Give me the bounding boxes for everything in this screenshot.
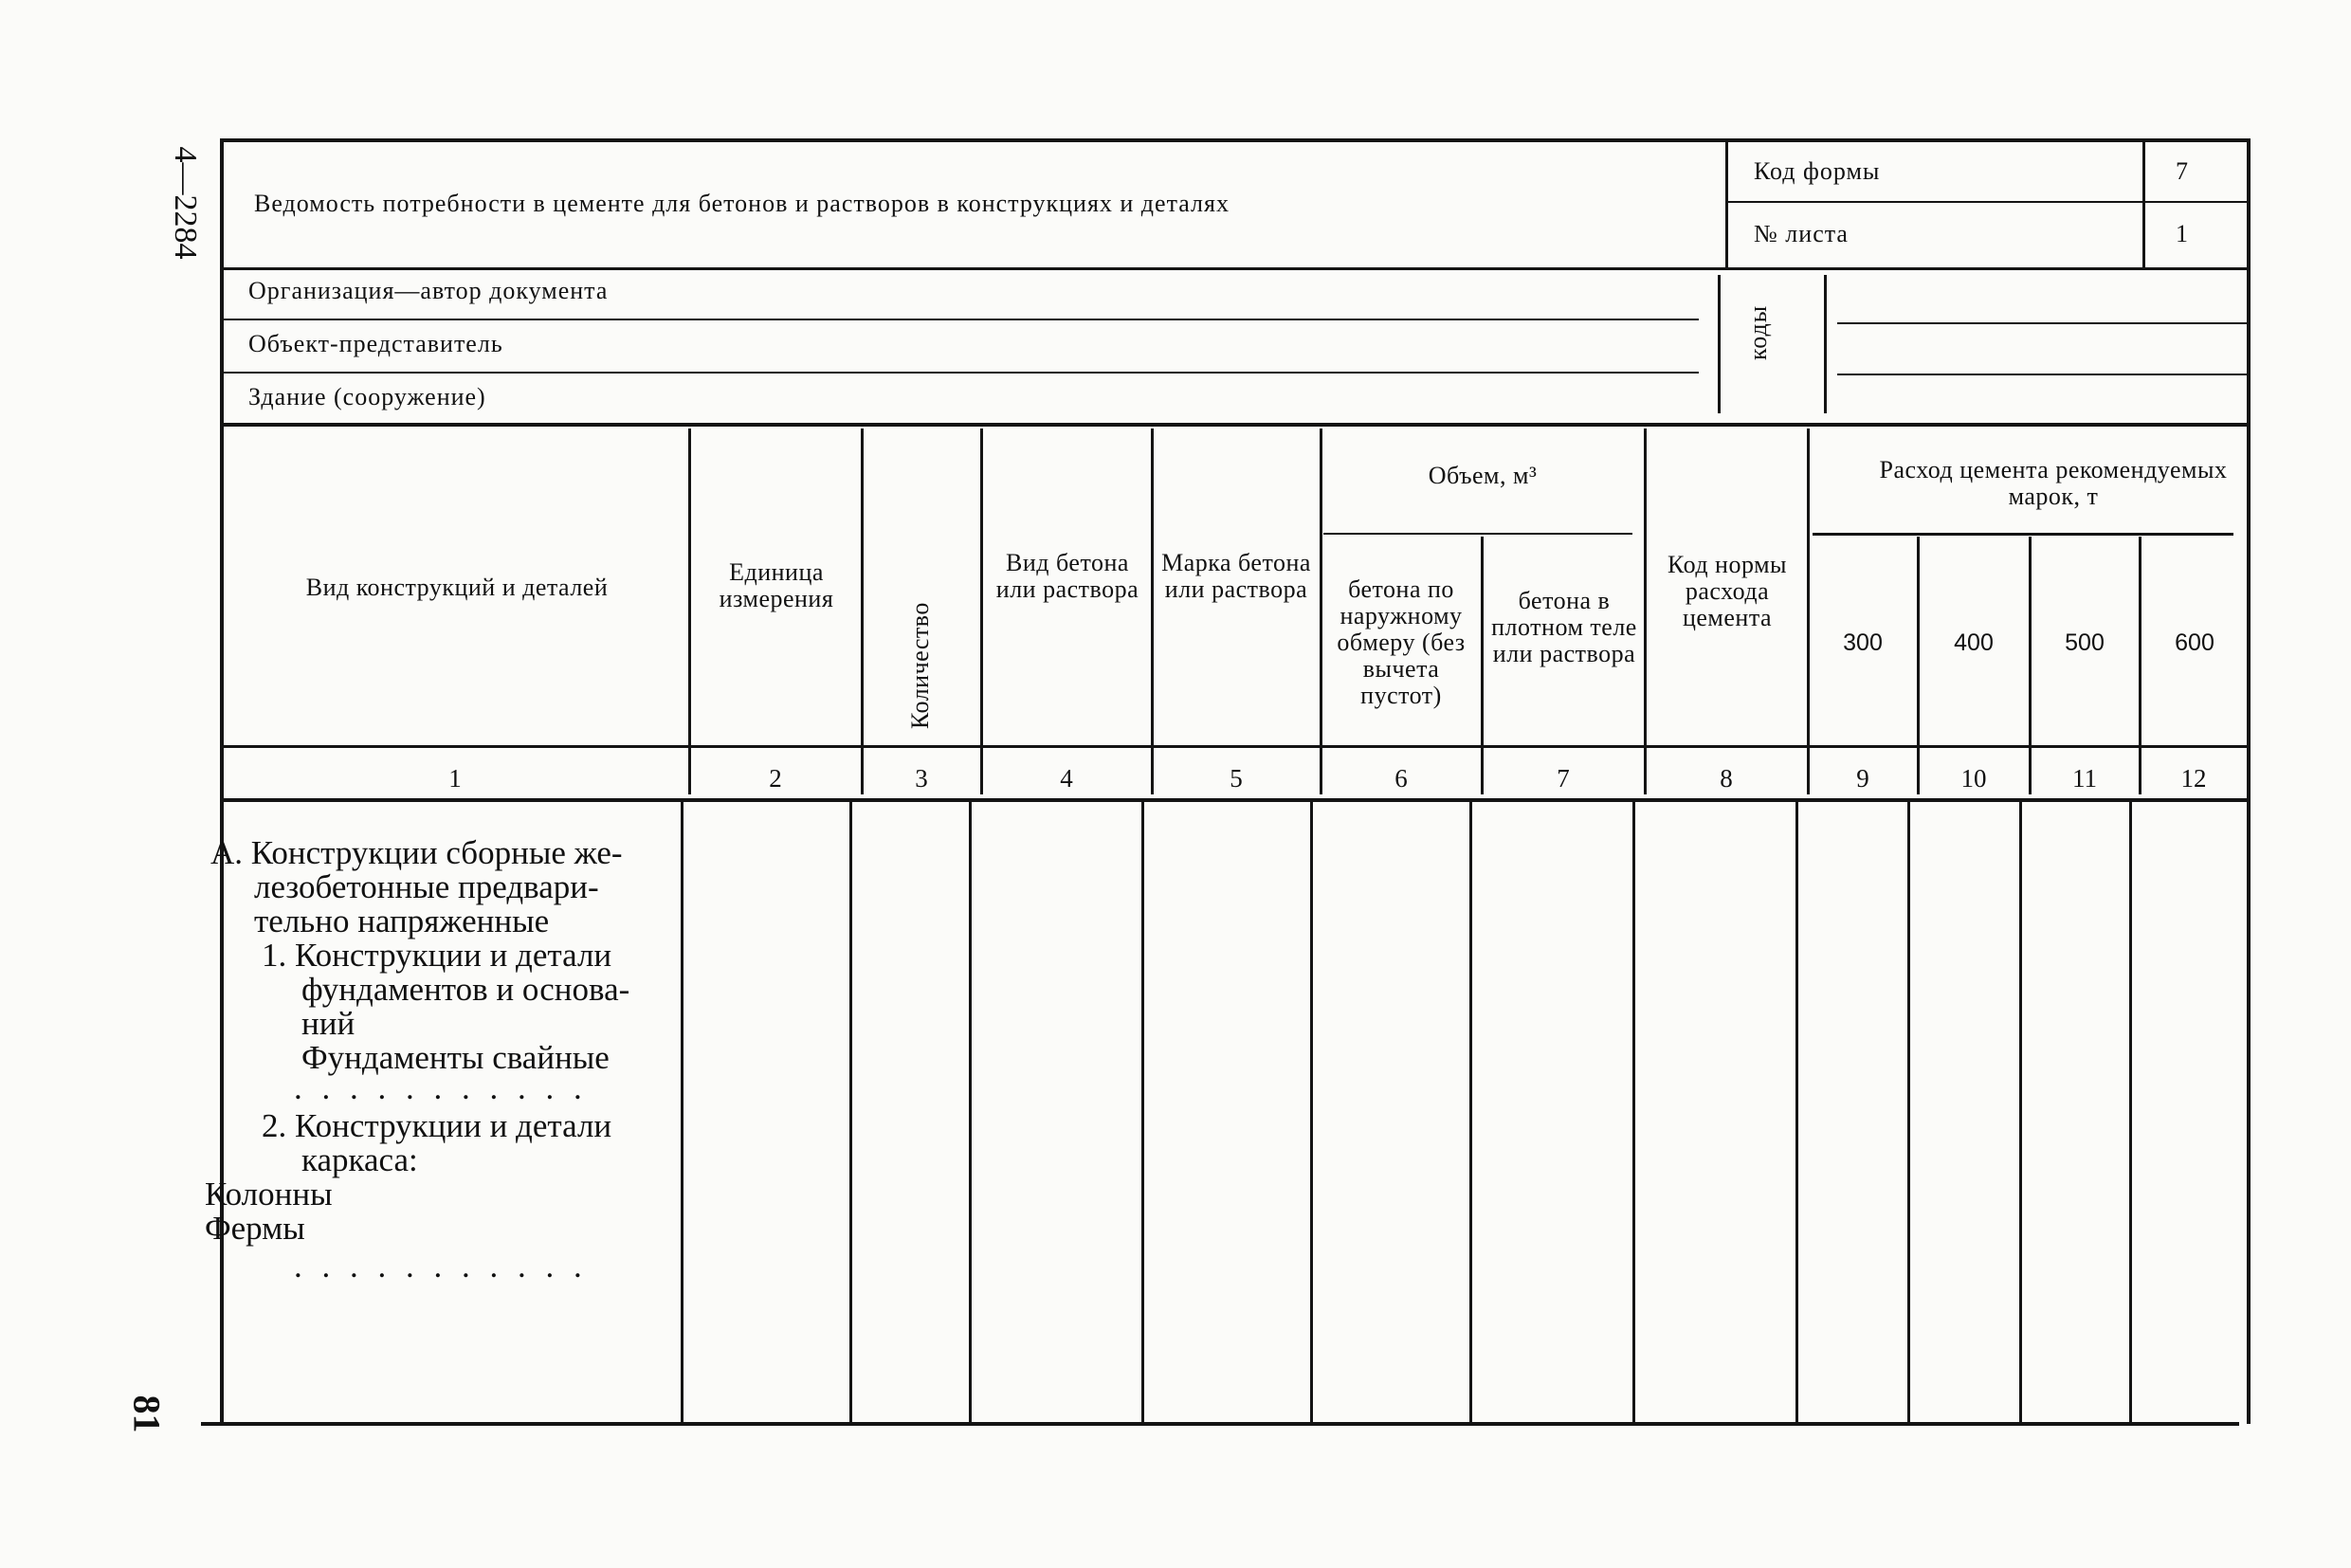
codes-line-1 [1837,322,2247,324]
col8-header: Код нормы расхода цемента [1668,551,1787,631]
body-sep-7 [1632,802,1635,1424]
body-sep-10 [2019,802,2022,1424]
col-number-10: 10 [1960,764,1987,793]
header-bottom-line [224,745,2249,748]
col11-header: 500 [2065,629,2105,656]
columns-item: Колонны [205,1176,333,1212]
body-sep-2 [849,802,852,1424]
code-row-divider [1727,201,2249,203]
col-sep-11 [2139,537,2141,794]
form-code-label: Код формы [1754,157,1881,185]
col-number-4: 4 [1060,764,1073,793]
sheet-value: 1 [2176,220,2189,247]
col-number-1: 1 [448,764,462,793]
col-number-3: 3 [915,764,928,793]
item1-line1: 1. Конструкции и детали [262,937,612,974]
col10-header: 400 [1954,629,1994,656]
body-sep-5 [1310,802,1313,1424]
col-sep-8 [1807,428,1810,794]
outer-right-border [2247,142,2251,1424]
col-number-2: 2 [769,764,782,793]
header-top-border [224,423,2249,427]
col-sep-6 [1481,537,1484,794]
form-code-value: 7 [2176,157,2189,185]
section-a-line2: лезобетонные предвари- [254,868,599,905]
codes-right-line [1824,275,1827,413]
page-number: 81 [125,1395,169,1433]
cement-group-line [1813,533,2233,536]
page-ref: 4—2284 [168,146,203,260]
col6-header: бетона по наружному обмеру (без вычета пустот) [1337,575,1466,709]
body-sep-1 [681,802,683,1424]
item1-line3: ний [301,1005,355,1042]
object-label: Объект-представитель [248,330,503,357]
col-sep-2 [861,428,864,794]
col5-header: Марка бетона или раствора [1161,549,1311,603]
col-number-7: 7 [1557,764,1570,793]
col-sep-7 [1644,428,1647,794]
org-line [224,319,1699,320]
cement-group-header: Расход цемента рекомендуемых марок, т [1879,456,2228,510]
item1-line2: фундаментов и основа- [301,971,630,1008]
body-sep-11 [2129,802,2132,1424]
col-number-9: 9 [1856,764,1869,793]
col7-header: бетона в плотном теле или раствора [1491,587,1637,667]
building-label: Здание (сооружение) [248,383,486,410]
section-a-line3: тельно напряженные [254,903,550,939]
col-sep-9 [1917,537,1920,794]
pile-foundations: Фундаменты свайные [301,1039,610,1076]
top-border [220,138,2251,142]
body-sep-8 [1795,802,1798,1424]
body-sep-4 [1141,802,1144,1424]
col1-header: Вид конструкций и деталей [305,574,609,601]
dots-row-1: . . . . . . . . . . . [294,1069,588,1106]
col12-header: 600 [2175,629,2214,656]
object-line [224,372,1699,374]
col-sep-5 [1320,428,1322,794]
col-number-6: 6 [1394,764,1408,793]
body-sep-3 [969,802,972,1424]
table-bottom-border [201,1422,2239,1426]
item2-line2: каркаса: [301,1141,418,1178]
body-sep-9 [1907,802,1910,1424]
trusses-item: Фермы [205,1210,305,1247]
volume-group-line [1323,533,1632,535]
col-sep-1 [688,428,691,794]
codes-line-2 [1837,374,2247,375]
col-sep-10 [2029,537,2032,794]
form-title: Ведомость потребности в цементе для бетонов и растворов в конструкциях и деталях [254,190,1230,217]
col3-header: Количество [906,602,934,729]
codes-left-line [1718,275,1721,413]
code-divider [2142,142,2145,267]
title-divider [1725,142,1728,267]
item2-line1: 2. Конструкции и детали [262,1107,612,1144]
dots-row-2: . . . . . . . . . . . [294,1248,588,1285]
col-number-5: 5 [1230,764,1243,793]
col-number-11: 11 [2072,764,2097,793]
section-a-line1: А. Конструкции сборные же- [210,834,623,871]
col2-header: Единица измерения [719,558,834,612]
codes-label: коды [1744,304,1772,360]
numbers-bottom-line [220,798,2251,802]
sheet-label: № листа [1754,220,1849,247]
col-sep-4 [1151,428,1154,794]
col-sep-3 [980,428,983,794]
col4-header: Вид бетона или раствора [995,549,1139,603]
org-label: Организация—автор документа [248,277,609,304]
col-number-8: 8 [1720,764,1733,793]
col9-header: 300 [1843,629,1883,656]
volume-group-header: Объем, м³ [1428,462,1538,489]
body-sep-6 [1469,802,1472,1424]
col-number-12: 12 [2180,764,2207,793]
title-bottom-border [224,267,2249,270]
